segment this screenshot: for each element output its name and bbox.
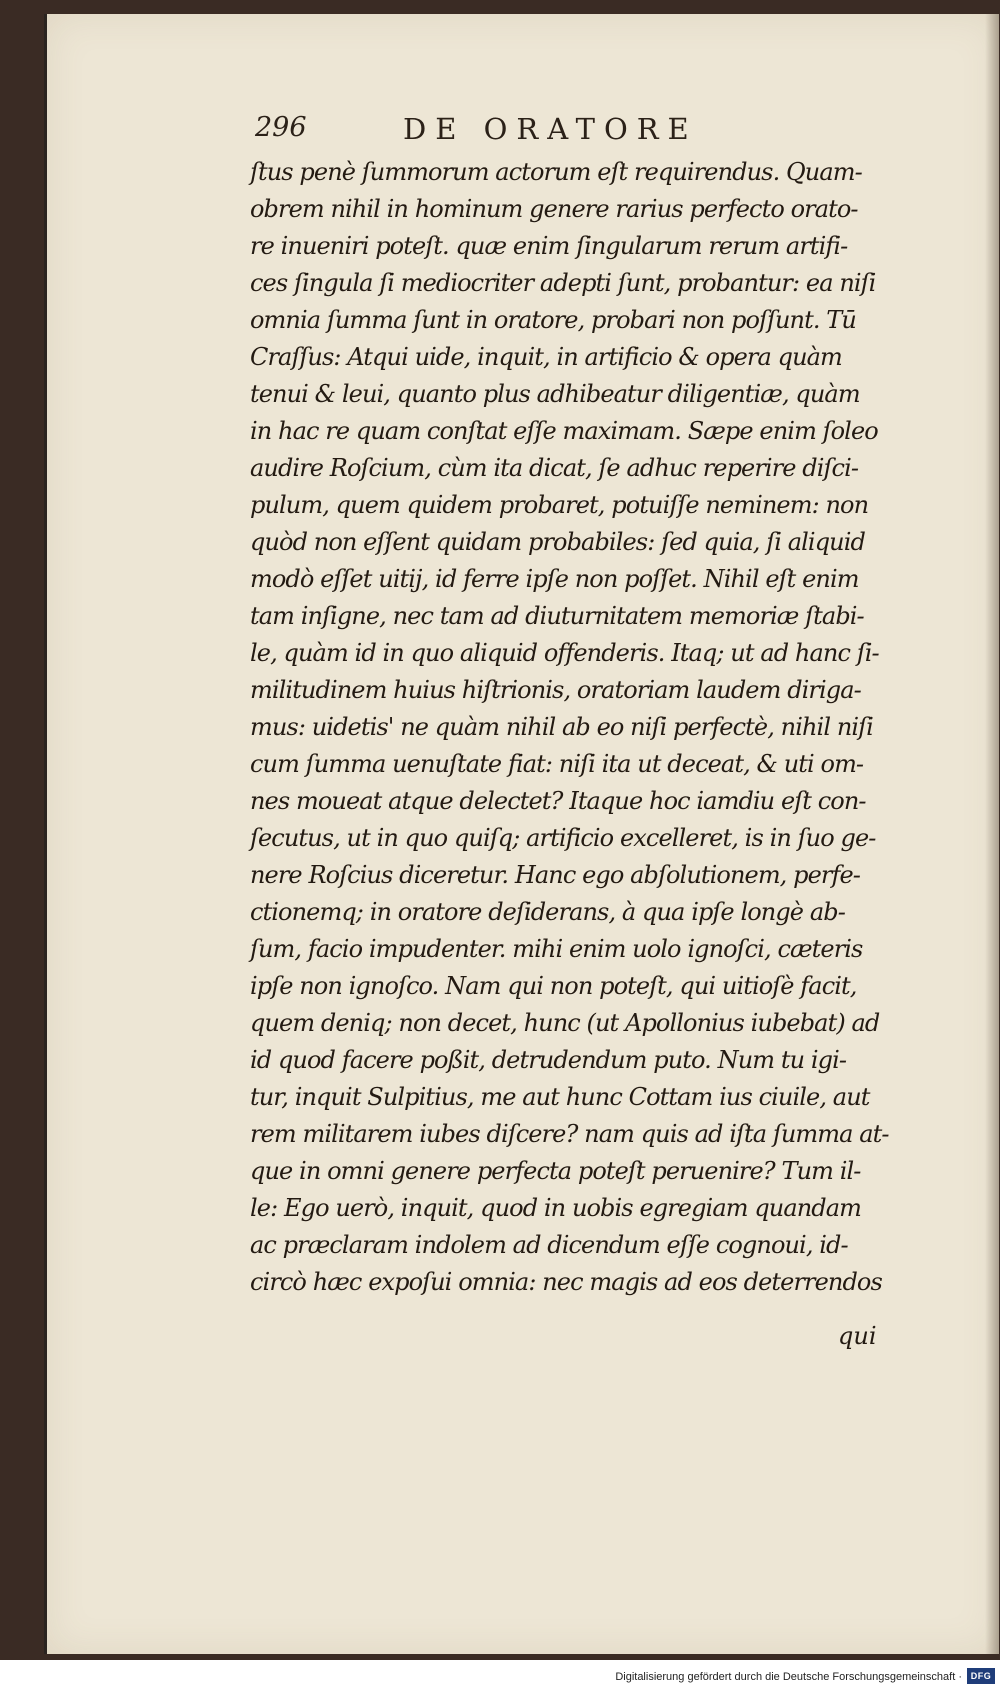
text-line: cum ſumma uenuſtate fiat: niſi ita ut deceat, & uti om-: [250, 750, 864, 778]
funding-credit: Digitalisierung gefördert durch die Deutsche Forschungsgemeinschaft ·: [615, 1671, 962, 1683]
text-line: Craſſus: Atqui uide, inquit, in artificio & opera quàm: [250, 343, 842, 371]
text-line: modò eſſet uitij, id ferre ipſe non poſſet. Nihil eſt enim: [250, 565, 859, 593]
text-line: in hac re quam conſtat eſſe maximam. Sæpe enim ſoleo: [250, 417, 878, 445]
text-line: ces ſingula ſi mediocriter adepti ſunt, probantur: ea niſi: [250, 269, 876, 297]
text-line: militudinem huius hiſtrionis, oratoriam laudem diriga-: [250, 676, 861, 704]
text-line: circò hæc expoſui omnia: nec magis ad eos deterrendos: [250, 1268, 882, 1296]
page-number: 296: [255, 112, 307, 143]
text-line: ac præclaram indolem ad dicendum eſſe cognoui, id-: [250, 1231, 848, 1259]
text-line: nere Roſcius diceretur. Hanc ego abſolutionem, perfe-: [250, 861, 860, 889]
footer-bar: [0, 1660, 1000, 1693]
running-title: DE ORATORE: [403, 112, 698, 146]
text-line: ſecutus, ut in quo quiſq; artificio excelleret, is in ſuo ge-: [250, 824, 876, 852]
text-line: ſtus penè ſummorum actorum eſt requirendus. Quam-: [250, 158, 862, 186]
text-line: le: Ego uerò, inquit, quod in uobis egregiam quandam: [250, 1194, 862, 1222]
text-line: que in omni genere perfecta poteſt peruenire? Tum il-: [250, 1157, 861, 1185]
dfg-logo: DFG: [967, 1668, 995, 1684]
text-line: mus: uidetis' ne quàm nihil ab eo niſi perfectè, nihil niſi: [250, 713, 873, 741]
text-line: omnia ſumma ſunt in oratore, probari non poſſunt. Tū: [250, 306, 856, 334]
text-line: quòd non eſſent quidam probabiles: ſed quia, ſi aliquid: [250, 528, 865, 556]
text-line: audire Roſcium, cùm ita dicat, ſe adhuc reperire diſci-: [250, 454, 859, 482]
text-line: tenui & leui, quanto plus adhibeatur diligentiæ, quàm: [250, 380, 860, 408]
text-line: pulum, quem quidem probaret, potuiſſe neminem: non: [250, 491, 869, 519]
text-line: id quod facere poßit, detrudendum puto. Num tu igi-: [250, 1046, 847, 1074]
running-head: [255, 112, 775, 152]
text-line: ipſe non ignoſco. Nam qui non poteſt, qui uitioſè facit,: [250, 972, 857, 1000]
text-line: obrem nihil in hominum genere rarius perfecto orato-: [250, 195, 858, 223]
text-line: tam inſigne, nec tam ad diuturnitatem memoriæ ſtabi-: [250, 602, 864, 630]
gutter-shadow: [985, 14, 999, 1654]
text-line: re inueniri poteſt. quæ enim ſingularum rerum artifi-: [250, 232, 848, 260]
body-text: [250, 154, 930, 1301]
text-line: le, quàm id in quo aliquid offenderis. Itaq; ut ad hanc ſi-: [250, 639, 879, 667]
text-line: tur, inquit Sulpitius, me aut hunc Cottam ius ciuile, aut: [250, 1083, 870, 1111]
catchword: qui: [838, 1322, 877, 1350]
text-line: rem militarem iubes diſcere? nam quis ad iſta ſumma at-: [250, 1120, 889, 1148]
text-line: ctionemq; in oratore deſiderans, à qua ipſe longè ab-: [250, 898, 845, 926]
text-line: quem deniq; non decet, hunc (ut Apollonius iubebat) ad: [250, 1009, 880, 1037]
text-line: nes moueat atque delectet? Itaque hoc iamdiu eſt con-: [250, 787, 866, 815]
text-line: ſum, facio impudenter. mihi enim uolo ignoſci, cæteris: [250, 935, 863, 963]
